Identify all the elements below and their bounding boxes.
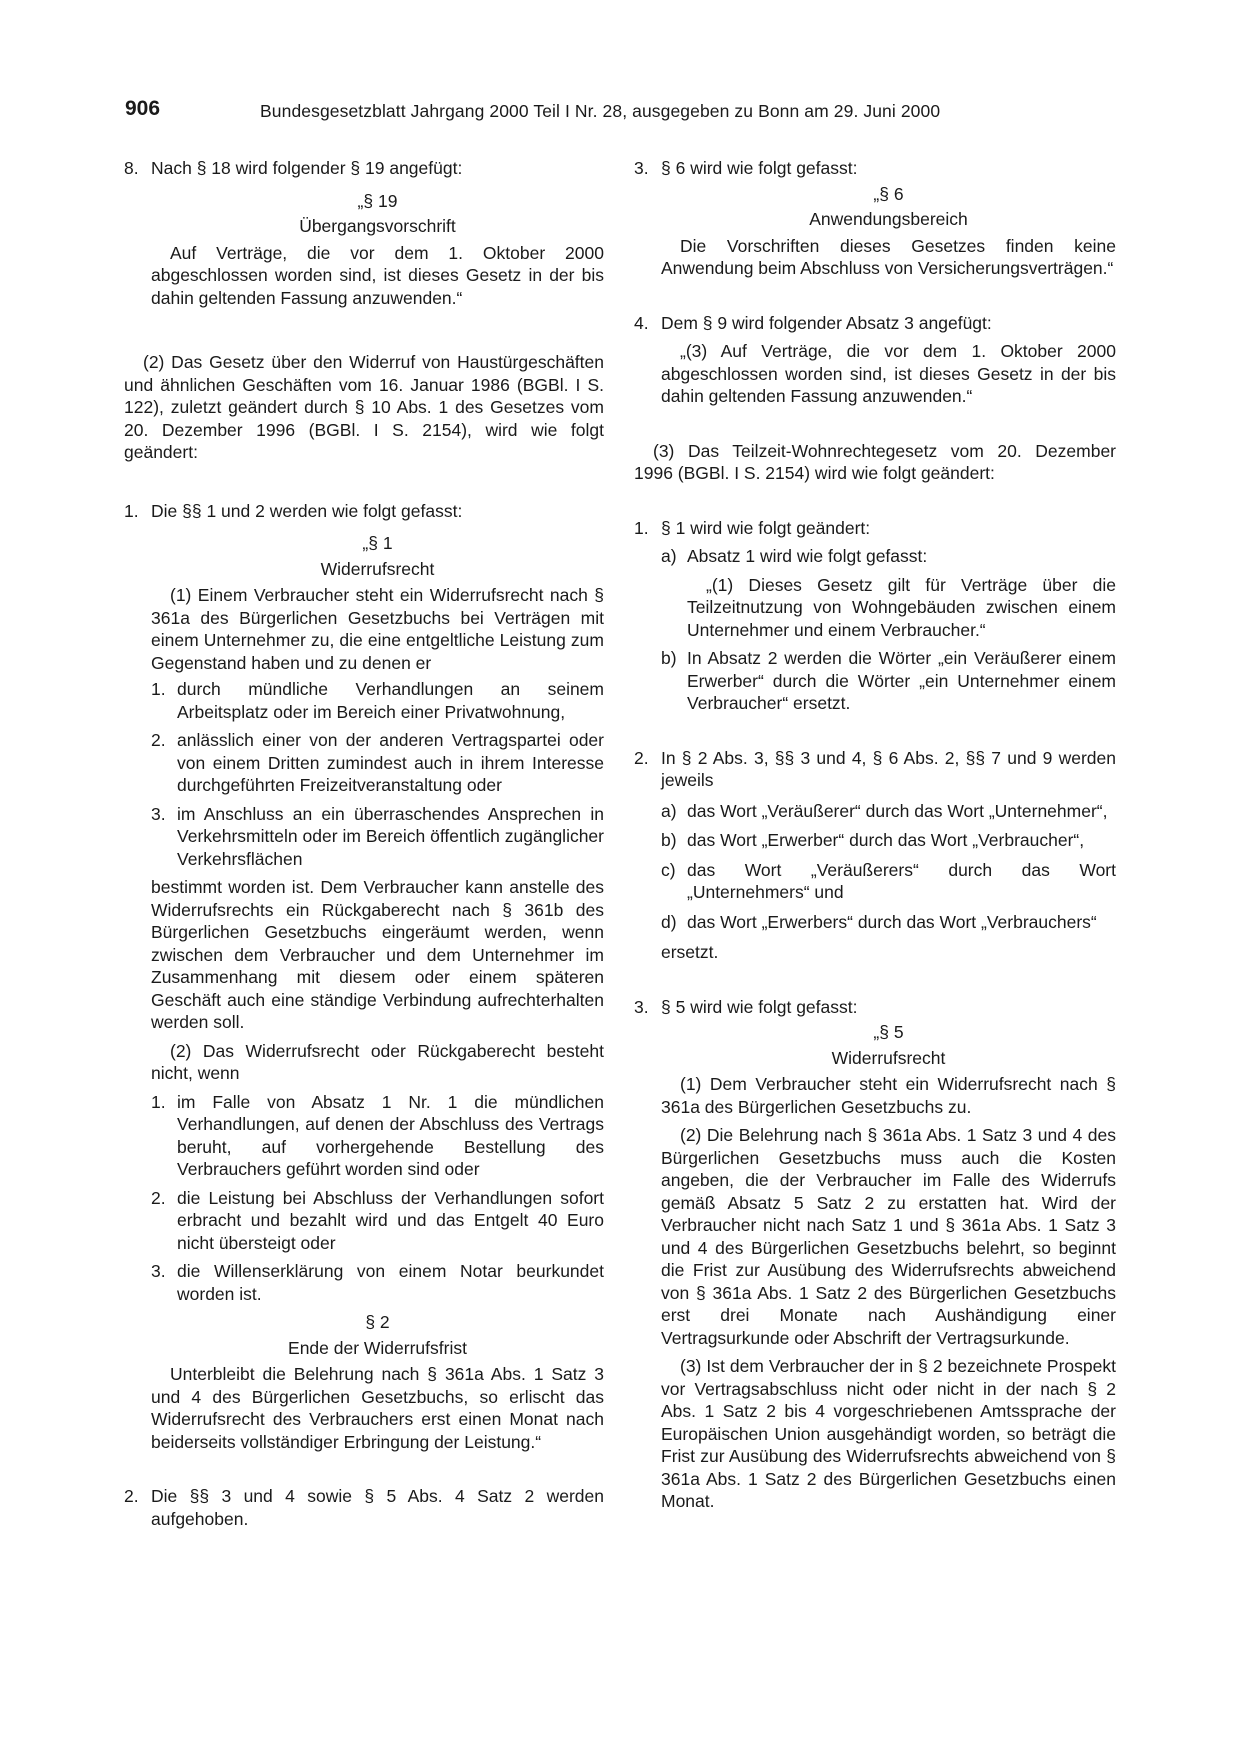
item-text: Die §§ 3 und 4 sowie § 5 Abs. 4 Satz 2 werden aufgehoben. bbox=[151, 1486, 604, 1529]
item-text: § 1 wird wie folgt geändert: bbox=[661, 517, 871, 538]
item-text: In § 2 Abs. 3, §§ 3 und 4, § 6 Abs. 2, §§ 7 und 9 werden jeweils bbox=[661, 747, 1116, 790]
list-item bbox=[151, 1091, 604, 1181]
item-text: anlässlich einer von der anderen Vertragspartei oder von einem Dritten zumindest auch in ihrem Interesse durchgeführten Freizeitveranstaltung oder bbox=[177, 730, 604, 795]
list-item bbox=[634, 517, 1116, 715]
item-text: durch mündliche Verhandlungen an seinem Arbeitsplatz oder im Bereich einer Privatwohnung, bbox=[177, 679, 604, 722]
section-body: „(3) Auf Verträge, die vor dem 1. Oktober 2000 abgeschlossen worden sind, ist dieses Gesetz in der bis dahin geltenden Fassung anzuwenden.“ bbox=[661, 341, 1116, 406]
section-heading: Widerrufsrecht bbox=[320, 558, 435, 579]
item-number: 3. bbox=[634, 996, 649, 1017]
paragraph-intro: (2) Das Gesetz über den Widerruf von Haustürgeschäften und ähnlichen Geschäften vom 16. Januar 1986 (BGBl. I S. 122), zuletzt geändert durch § 10 Abs. 1 des Gesetzes vom 20. Dezember 1996 (BGBl. I S. 2154), wird wie folgt geändert: bbox=[124, 352, 604, 462]
item-text: im Falle von Absatz 1 Nr. 1 die mündlichen Verhandlungen, auf denen der Abschluss des Vertrags beruht, auf vorhergehende Bestellung des Verbrauchers geführt worden sind oder bbox=[177, 1091, 604, 1179]
item-number: b) bbox=[661, 830, 677, 850]
section-heading: Ende der Widerrufsfrist bbox=[288, 1337, 467, 1358]
section-heading: Übergangsvorschrift bbox=[299, 216, 456, 236]
list-item bbox=[661, 859, 1116, 904]
item-number: a) bbox=[661, 546, 677, 566]
list-item bbox=[151, 803, 604, 871]
item-text: § 6 wird wie folgt gefasst: bbox=[661, 158, 858, 178]
section-body: (3) Ist dem Verbraucher der in § 2 bezeichnete Prospekt vor Vertragsabschluss nicht oder nicht in der nach § 2 Abs. 1 Satz 2 bis 4 vorgeschriebenen Amtssprache der Europäischen Union ausgehändigt worden, so beträgt die Frist zur Ausübung des Widerrufsrechts abweichend von § 361a Abs. 1 Satz 2 des Bürgerlichen Gesetzbuchs einen Monat. bbox=[661, 1356, 1116, 1511]
list-item bbox=[124, 500, 604, 1454]
item-text: Absatz 1 wird wie folgt gefasst: bbox=[687, 546, 928, 566]
item-number: 2. bbox=[151, 730, 166, 750]
list-item bbox=[124, 157, 604, 309]
section-body: (1) Einem Verbraucher steht ein Widerrufsrecht nach § 361a des Bürgerlichen Gesetzbuchs bei Verträgen mit einem Unternehmer zu, die eine entgeltliche Leistung zum Gegenstand haben und zu denen er bbox=[151, 585, 604, 673]
list-item bbox=[151, 729, 604, 797]
item-number: 1. bbox=[151, 1091, 166, 1112]
section-number: § 2 bbox=[365, 1312, 390, 1332]
left-column bbox=[124, 157, 604, 1530]
list-item bbox=[634, 996, 1116, 1513]
item-text: das Wort „Veräußerers“ durch das Wort „Unternehmers“ und bbox=[687, 859, 1116, 902]
item-number: 3. bbox=[634, 158, 649, 178]
list-item bbox=[151, 1187, 604, 1255]
page-number: 906 bbox=[125, 97, 161, 120]
item-number: d) bbox=[661, 911, 677, 932]
list-item bbox=[634, 312, 1116, 408]
section-number: „§ 5 bbox=[873, 1022, 904, 1042]
item-number: 3. bbox=[151, 803, 166, 824]
list-item bbox=[634, 747, 1116, 964]
section-number: „§ 6 bbox=[873, 183, 904, 204]
section-body: bestimmt worden ist. Dem Verbraucher kann anstelle des Widerrufsrechts ein Rückgaberecht nach § 361b des Bürgerlichen Gesetzbuchs eingeräumt werden, wenn zwischen dem Verbraucher und dem Unternehmer im Zusammenhang mit diesem oder einem späteren Geschäft auch eine ständige Verbindung aufrechterhalten werden soll. bbox=[151, 877, 604, 1032]
item-number: a) bbox=[661, 800, 677, 821]
item-text: im Anschluss an ein überraschendes Ansprechen in Verkehrsmitteln oder im Bereich öffentlich zugänglicher Verkehrsflächen bbox=[177, 803, 604, 869]
item-number: 3. bbox=[151, 1261, 166, 1281]
list-item bbox=[661, 647, 1116, 715]
item-number: 1. bbox=[124, 500, 139, 521]
item-text: In Absatz 2 werden die Wörter „ein Veräußerer einem Erwerber“ durch die Wörter „ein Unternehmer einem Verbraucher“ ersetzt. bbox=[687, 648, 1116, 713]
list-item bbox=[124, 1485, 604, 1530]
item-text: das Wort „Erwerbers“ durch das Wort „Verbrauchers“ bbox=[687, 911, 1097, 932]
section-body: Auf Verträge, die vor dem 1. Oktober 2000 abgeschlossen worden sind, ist dieses Gesetz in der bis dahin geltenden Fassung anzuwenden.“ bbox=[151, 242, 604, 308]
item-text: die Willenserklärung von einem Notar beurkundet worden ist. bbox=[177, 1261, 604, 1304]
list-item bbox=[151, 1260, 604, 1305]
section-heading: Widerrufsrecht bbox=[831, 1047, 946, 1068]
item-text: Nach § 18 wird folgender § 19 angefügt: bbox=[151, 158, 463, 178]
item-number: b) bbox=[661, 648, 677, 668]
section-body: Die Vorschriften dieses Gesetzes finden keine Anwendung beim Abschluss von Versicherungsverträgen.“ bbox=[661, 235, 1116, 278]
section-number: „§ 1 bbox=[362, 533, 393, 553]
item-text: Die §§ 1 und 2 werden wie folgt gefasst: bbox=[151, 500, 463, 521]
item-text: ersetzt. bbox=[661, 942, 719, 962]
section-body: (2) Die Belehrung nach § 361a Abs. 1 Satz 3 und 4 des Bürgerlichen Gesetzbuchs muss auch die Kosten angeben, die der Verbraucher im Falle des Widerrufs gemäß Absatz 5 Satz 2 zu erstatten hat. Wird der Verbraucher nicht nach Satz 1 und § 361a Abs. 1 Satz 3 und 4 des Bürgerlichen Gesetzbuchs belehrt, so beginnt die Frist zur Ausübung des Widerrufsrechts abweichend von § 361a Abs. 1 Satz 2 des Bürgerlichen Gesetzbuchs erst drei Monate nach Aushändigung einer Vertragsurkunde oder Abschrift der Vertragsurkunde. bbox=[661, 1125, 1116, 1348]
section-heading: Anwendungsbereich bbox=[809, 209, 968, 229]
section-number: „§ 19 bbox=[357, 190, 398, 211]
section-body: Unterbleibt die Belehrung nach § 361a Abs. 1 Satz 3 und 4 des Bürgerlichen Gesetzbuchs, so erlischt das Widerrufsrecht des Verbrauchers erst einen Monat nach beiderseits vollständiger Erbringung der Leistung.“ bbox=[151, 1364, 604, 1452]
item-number: 2. bbox=[634, 747, 649, 768]
item-number: 2. bbox=[124, 1486, 139, 1506]
item-number: 1. bbox=[634, 517, 649, 538]
section-body: „(1) Dieses Gesetz gilt für Verträge über die Teilzeitnutzung von Wohngebäuden zwischen einem Unternehmer und einem Verbraucher.“ bbox=[687, 574, 1116, 640]
section-body: (1) Dem Verbraucher steht ein Widerrufsrecht nach § 361a des Bürgerlichen Gesetzbuchs zu. bbox=[661, 1074, 1116, 1117]
section-body: (2) Das Widerrufsrecht oder Rückgaberecht besteht nicht, wenn bbox=[151, 1040, 604, 1083]
item-number: 1. bbox=[151, 679, 166, 699]
item-text: die Leistung bei Abschluss der Verhandlungen sofort erbracht und bezahlt wird und das Entgelt 40 Euro nicht übersteigt oder bbox=[177, 1187, 604, 1253]
item-number: 8. bbox=[124, 158, 139, 178]
right-column bbox=[634, 157, 1116, 1513]
list-item bbox=[661, 800, 1116, 823]
list-item bbox=[661, 829, 1116, 852]
list-item bbox=[634, 157, 1116, 280]
header-title: Bundesgesetzblatt Jahrgang 2000 Teil I Nr. 28, ausgegeben zu Bonn am 29. Juni 2000 bbox=[260, 101, 941, 121]
item-number: c) bbox=[661, 859, 676, 880]
item-text: § 5 wird wie folgt gefasst: bbox=[661, 996, 858, 1017]
item-number: 4. bbox=[634, 312, 649, 333]
item-number: 2. bbox=[151, 1187, 166, 1208]
item-text: Dem § 9 wird folgender Absatz 3 angefügt: bbox=[661, 312, 992, 333]
paragraph-intro: (3) Das Teilzeit-Wohnrechtegesetz vom 20. Dezember 1996 (BGBl. I S. 2154) wird wie folgt geändert: bbox=[634, 440, 1116, 483]
list-item bbox=[661, 911, 1116, 934]
list-item bbox=[151, 678, 604, 723]
list-item bbox=[661, 545, 1116, 641]
item-text: das Wort „Erwerber“ durch das Wort „Verbraucher“, bbox=[687, 830, 1085, 850]
item-text: das Wort „Veräußerer“ durch das Wort „Unternehmer“, bbox=[687, 800, 1108, 821]
